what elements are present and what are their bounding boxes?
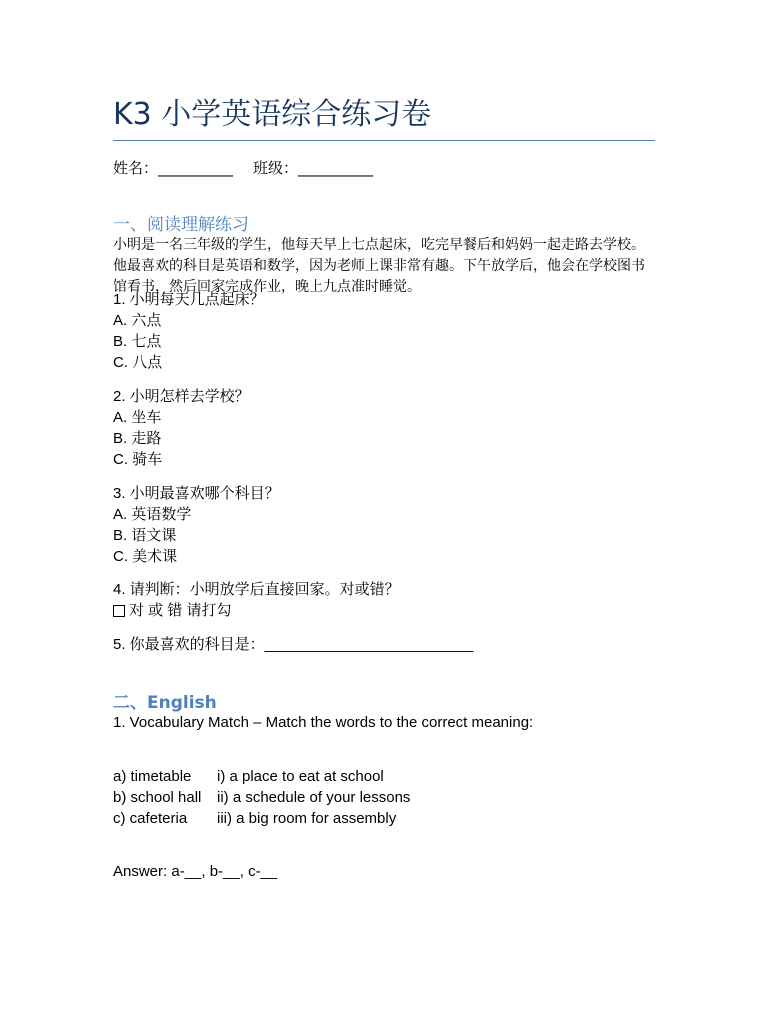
match-word: a) timetable [113,768,192,785]
option-c[interactable]: C. 八点 [113,354,163,371]
match-meaning: i) a place to eat at school [217,768,384,785]
match-row [113,766,410,787]
true-false-label: 对 或 错 请打勾 [129,602,232,619]
question-1 [113,289,265,373]
reading-passage: 小明是一名三年级的学生，他每天早上七点起床，吃完早餐后和妈妈一起走路去学校。他最喜欢的科目是英语和数学，因为老师上课非常有趣。下午放学后，他会在学校图书馆看书，然后回家完成作业，晚上九点准时睡觉。 [113,237,645,295]
match-meaning: ii) a schedule of your lessons [217,789,411,806]
match-word: c) cafeteria [113,810,188,827]
name-field[interactable]: 姓名：__________ [113,159,234,177]
option-a[interactable]: A. 英语数学 [113,506,192,523]
title-block [113,94,655,141]
page-title: K3 小学英语综合练习卷 [113,97,432,132]
checkbox-icon[interactable] [113,605,125,617]
student-info-fields [113,158,373,178]
match-row [113,787,410,808]
question-2 [113,386,250,470]
option-b[interactable]: B. 七点 [113,333,162,350]
match-row [113,808,410,829]
question-prompt: 1. 小明每天几点起床？ [113,291,265,308]
match-word: b) school hall [113,789,202,806]
question-5 [113,634,473,655]
option-a[interactable]: A. 六点 [113,312,162,329]
vocabulary-question: 1. Vocabulary Match – Match the words to the correct meaning: [113,714,534,731]
option-c[interactable]: C. 美术课 [113,548,178,565]
question-prompt: 3. 小明最喜欢哪个科目？ [113,485,280,502]
option-a[interactable]: A. 坐车 [113,409,162,426]
reading-section-heading: 一、阅读理解练习 [113,215,249,235]
vocabulary-match-list [113,766,410,829]
class-field[interactable]: 班级：__________ [253,159,374,177]
question-prompt[interactable]: 5. 你最喜欢的科目是：_________________________ [113,636,474,653]
question-3 [113,483,280,567]
option-b[interactable]: B. 语文课 [113,527,177,544]
question-prompt: 4. 请判断：小明放学后直接回家。对或错？ [113,581,400,598]
true-false-answer [113,600,400,621]
english-section-heading: 二、English [113,693,217,713]
match-meaning: iii) a big room for assembly [217,810,397,827]
question-prompt: 2. 小明怎样去学校？ [113,388,250,405]
answer-line[interactable]: Answer: a-__, b-__, c-__ [113,863,278,880]
option-b[interactable]: B. 走路 [113,430,162,447]
question-4 [113,579,400,621]
option-c[interactable]: C. 骑车 [113,451,163,468]
